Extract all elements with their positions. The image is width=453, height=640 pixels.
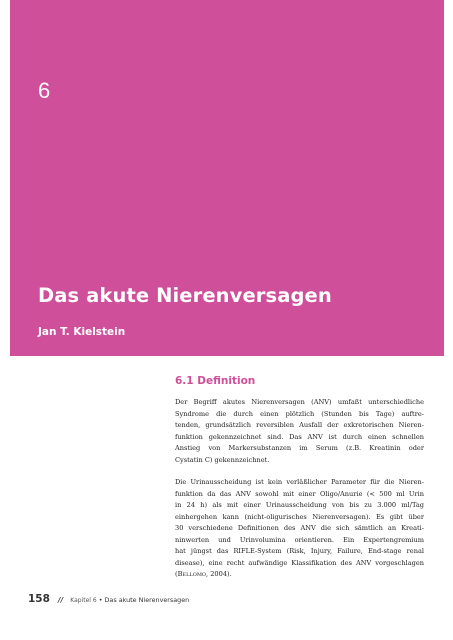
section-heading: 6.1 Definition [175, 375, 256, 387]
text-line: tenden, grundsätzlich reversiblen Ausfall der exkretorischen Nieren- [175, 421, 424, 429]
footer-chapter-title: Das akute Nierenversagen [104, 596, 190, 604]
text-line: hat jüngst das RIFLE-System (Risk, Injury, Failure, End-stage renal [175, 547, 424, 555]
text-line: funktion da das ANV sowohl mit einer Oligo/Anurie (< 500 ml Urin [175, 489, 424, 498]
text-line: funktion gekennzeichnet sind. Das ANV ist durch einen schnellen [175, 432, 424, 441]
chapter-title: Das akute Nierenversagen [38, 284, 332, 307]
page-footer [28, 587, 189, 606]
citation-year: , 2004). [206, 570, 232, 578]
text-line: Die Urinausscheidung ist kein verläßlicher Parameter für die Nieren- [175, 478, 424, 486]
text-line: disease), eine recht aufwändige Klassifikation des ANV vorgeschlagen [175, 558, 424, 567]
text-line: Anstieg von Markersubstanzen im Serum (z.B. Kreatinin oder [175, 444, 424, 452]
footer-dot: • [96, 596, 105, 604]
paragraph-definition [175, 397, 424, 466]
text-line: Der Begriff akutes Nierenversagen (ANV) umfaßt unterschiedliche [175, 398, 424, 406]
text-line: ninwerten und Urinvolumina orientieren. Ein Expertengremium [175, 535, 424, 544]
citation-line: (Bellomo, 2004). [175, 570, 232, 578]
text-line: Syndrome die durch einen plötzlich (Stunden bis Tage) auftre- [175, 409, 424, 418]
chapter-author: Jan T. Kielstein [38, 326, 126, 338]
paragraph-urine-output [175, 477, 424, 581]
text-line: Cystatin C) gekennzeichnet. [175, 455, 270, 464]
footer-chapter-label: Kapitel 6 [70, 597, 97, 604]
footer-separator: // [58, 596, 64, 604]
body-text [175, 397, 424, 581]
text-line: 30 verschiedene Definitionen des ANV die sich sämtlich an Kreati- [175, 524, 424, 532]
citation-author: Bellomo [177, 570, 207, 578]
page-number: 158 [28, 593, 50, 605]
text-line: in 24 h) als mit einer Urinausscheidung von bis zu 3.000 ml/Tag [175, 501, 424, 509]
chapter-number: 6 [38, 78, 51, 103]
chapter-banner [10, 0, 444, 356]
text-line: einhergehen kann (nicht-oligurisches Nierenversagen). Es gibt über [175, 512, 424, 521]
